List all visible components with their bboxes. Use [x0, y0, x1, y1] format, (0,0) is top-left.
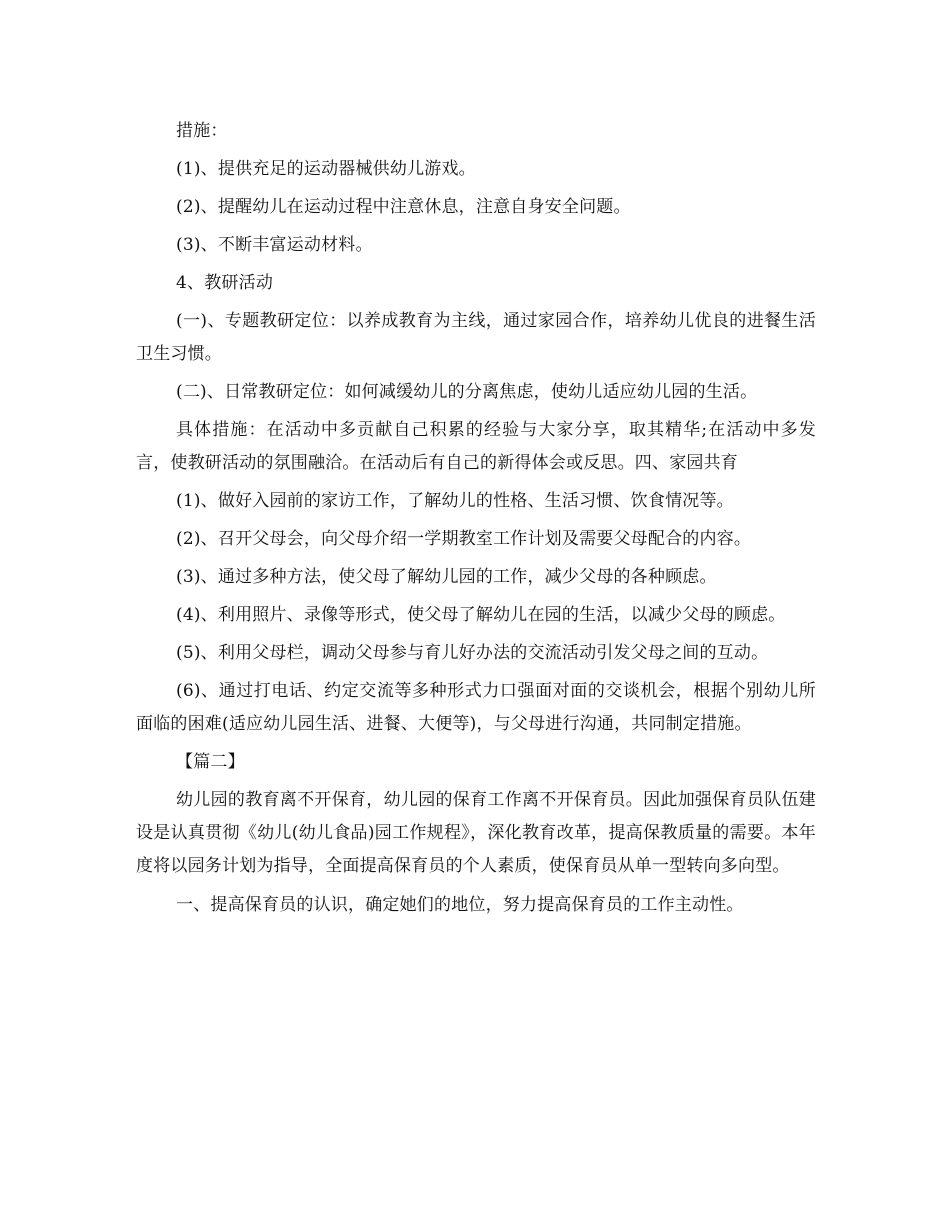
paragraph-measure-3: (3)、不断丰富运动材料。	[176, 235, 373, 255]
paragraph-home-6: (6)、通过打电话、约定交流等多种形式力口强面对面的交谈机会，根据个别幼儿所面临的困难(适应幼儿园生活、进餐、大便等)，与父母进行沟通，共同制定措施。	[136, 681, 816, 734]
paragraph-part-two-point-1: 一、提高保育员的认识，确定她们的地位，努力提高保育员的工作主动性。	[176, 895, 744, 915]
paragraph-measure-1: (1)、提供充足的运动器械供幼儿游戏。	[176, 159, 476, 179]
paragraph-research-topic: (一)、专题教研定位：以养成教育为主线，通过家园合作，培养幼儿优良的进餐生活卫生习惯。	[136, 311, 816, 364]
paragraph-home-4: (4)、利用照片、录像等形式，使父母了解幼儿在园的生活，以减少父母的顾虑。	[176, 605, 786, 625]
paragraph-home-3: (3)、通过多种方法，使父母了解幼儿园的工作，减少父母的各种顾虑。	[176, 567, 717, 587]
section-heading-part-two: 【篇二】	[176, 752, 245, 772]
paragraph-home-5: (5)、利用父母栏，调动父母参与育儿好办法的交流活动引发父母之间的互动。	[176, 643, 769, 663]
paragraph-section-teaching-research: 4、教研活动	[176, 273, 274, 293]
paragraph-research-daily: (二)、日常教研定位：如何减缓幼儿的分离焦虑，使幼儿适应幼儿园的生活。	[176, 382, 758, 402]
paragraph-home-2: (2)、召开父母会，向父母介绍一学期教室工作计划及需要父母配合的内容。	[176, 529, 752, 549]
paragraph-specific-measures: 具体措施：在活动中多贡献自己积累的经验与大家分享，取其精华;在活动中多发言，使教研活动的氛围融洽。在活动后有自己的新得体会或反思。四、家园共育	[136, 420, 816, 473]
paragraph-measures-heading: 措施：	[176, 121, 228, 141]
document-body	[136, 115, 816, 922]
paragraph-part-two-intro: 幼儿园的教育离不开保育，幼儿园的保育工作离不开保育员。因此加强保育员队伍建设是认真贯彻《幼儿(幼儿食品)园工作规程》，深化教育改革，提高保教质量的需要。本年度将以园务计划为指导，全面提高保育员的个人素质，使保育员从单一型转向多向型。	[136, 790, 816, 876]
paragraph-measure-2: (2)、提醒幼儿在运动过程中注意休息，注意自身安全问题。	[176, 197, 631, 217]
paragraph-home-1: (1)、做好入园前的家访工作，了解幼儿的性格、生活习惯、饮食情况等。	[176, 491, 734, 511]
